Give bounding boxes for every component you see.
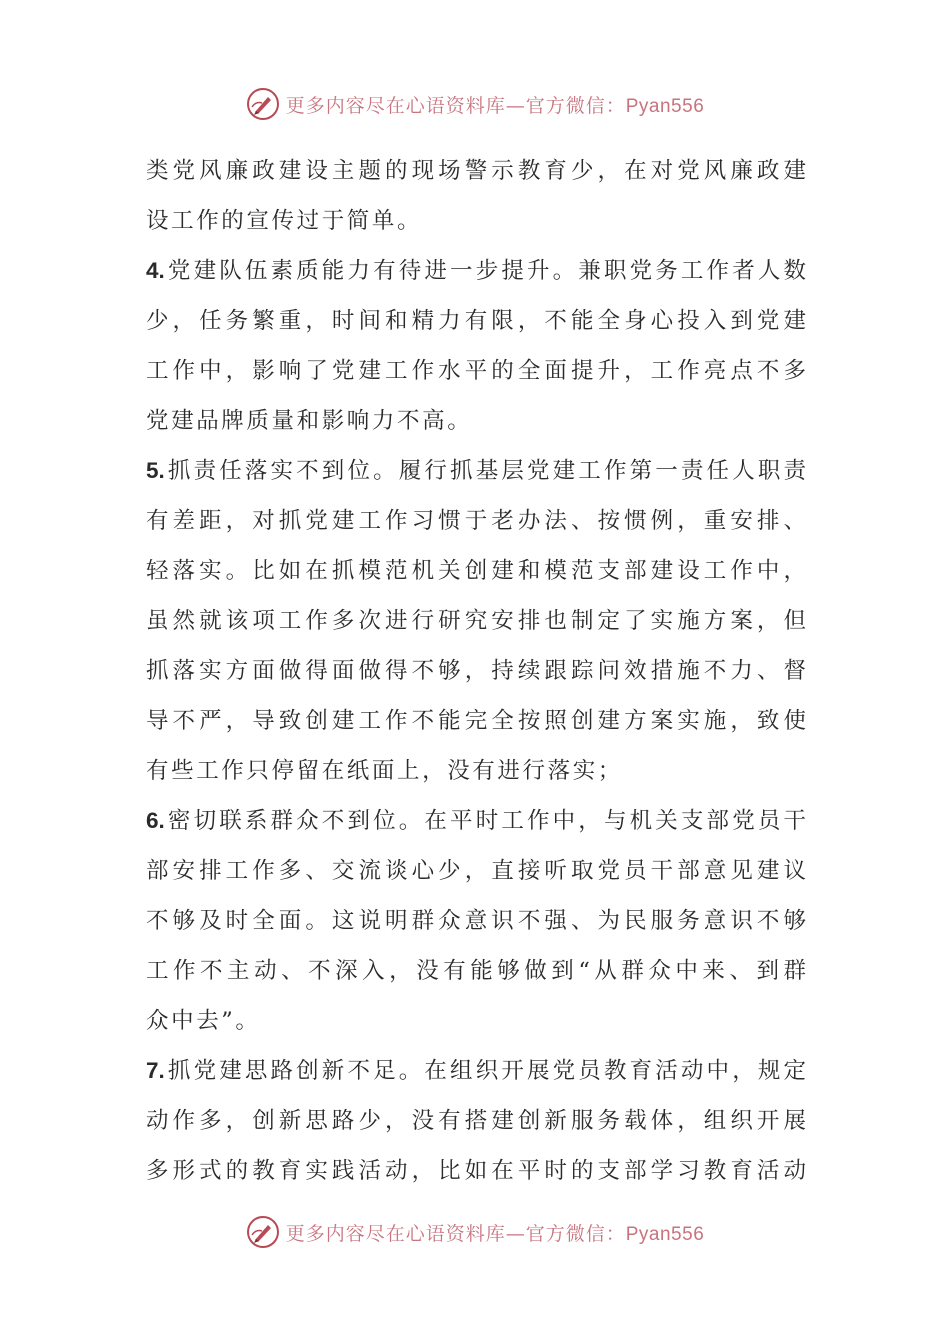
footer-banner-text (286, 1219, 705, 1246)
line-text: 党建队伍素质能力有待进一步提升。兼职党务工作者人数 (164, 258, 806, 284)
text-line (146, 646, 806, 696)
item-number: 4. (146, 258, 165, 283)
page-footer-banner (0, 1212, 950, 1252)
line-text: 有些工作只停留在纸面上，没有进行落实； (146, 758, 623, 784)
text-line (146, 746, 806, 796)
text-line (146, 546, 806, 596)
text-line (146, 596, 806, 646)
item-number: 5. (146, 458, 165, 483)
text-line (146, 496, 806, 546)
line-text: 密切联系群众不到位。在平时工作中，与机关支部党员干 (164, 808, 806, 834)
item-number: 6. (146, 808, 165, 833)
page-header-banner (0, 84, 950, 124)
text-line (146, 446, 806, 496)
text-line (146, 146, 806, 196)
line-text: 党建品牌质量和影响力不高。 (146, 408, 473, 434)
text-line (146, 896, 806, 946)
line-text: 轻落实。比如在抓模范机关创建和模范支部建设工作中， (146, 558, 806, 584)
line-text: 类党风廉政建设主题的现场警示教育少，在对党风廉政建 (146, 158, 806, 184)
text-line (146, 1046, 806, 1096)
text-line (146, 1096, 806, 1146)
text-line (146, 346, 806, 396)
text-line (146, 196, 806, 246)
text-line (146, 396, 806, 446)
line-text: 少，任务繁重，时间和精力有限，不能全身心投入到党建 (146, 308, 806, 334)
line-text: 有差距，对抓党建工作习惯于老办法、按惯例，重安排、 (146, 508, 806, 534)
text-line (146, 696, 806, 746)
footer-dash: — (505, 1222, 526, 1245)
pen-logo-icon (246, 87, 280, 121)
line-text: 工作中，影响了党建工作水平的全面提升，工作亮点不多 (146, 358, 806, 384)
footer-wechat-label: 官方微信： (525, 1222, 626, 1245)
line-text: 设工作的宣传过于简单。 (146, 208, 423, 234)
line-text: 工作不主动、不深入，没有能够做到“从群众中来、到群 (146, 958, 806, 984)
text-line (146, 796, 806, 846)
line-text: 众中去”。 (146, 1008, 261, 1034)
footer-wechat-id: Pyan556 (625, 1223, 705, 1245)
pen-logo-icon (246, 1215, 280, 1249)
text-line (146, 946, 806, 996)
text-line (146, 996, 806, 1046)
header-wechat-label: 官方微信： (525, 94, 626, 117)
line-text: 多形式的教育实践活动，比如在平时的支部学习教育活动 (146, 1158, 806, 1184)
line-text: 抓党建思路创新不足。在组织开展党员教育活动中，规定 (164, 1058, 806, 1084)
line-text: 虽然就该项工作多次进行研究安排也制定了实施方案，但 (146, 608, 806, 634)
text-line (146, 296, 806, 346)
line-text: 不够及时全面。这说明群众意识不强、为民服务意识不够 (146, 908, 806, 934)
header-brand: 更多内容尽在心语资料库 (285, 94, 506, 117)
header-wechat-id: Pyan556 (625, 95, 705, 117)
line-text: 抓责任落实不到位。履行抓基层党建工作第一责任人职责 (164, 458, 806, 484)
header-banner-text (286, 91, 705, 118)
line-text: 动作多，创新思路少，没有搭建创新服务载体，组织开展 (146, 1108, 806, 1134)
header-dash: — (505, 94, 526, 117)
item-number: 7. (146, 1058, 165, 1083)
footer-brand: 更多内容尽在心语资料库 (285, 1222, 506, 1245)
line-text: 抓落实方面做得面做得不够，持续跟踪问效措施不力、督 (146, 658, 806, 684)
line-text: 部安排工作多、交流谈心少，直接听取党员干部意见建议 (146, 858, 806, 884)
line-text: 导不严，导致创建工作不能完全按照创建方案实施，致使 (146, 708, 806, 734)
text-line (146, 1146, 806, 1196)
text-line (146, 246, 806, 296)
document-body (146, 146, 806, 1196)
text-line (146, 846, 806, 896)
